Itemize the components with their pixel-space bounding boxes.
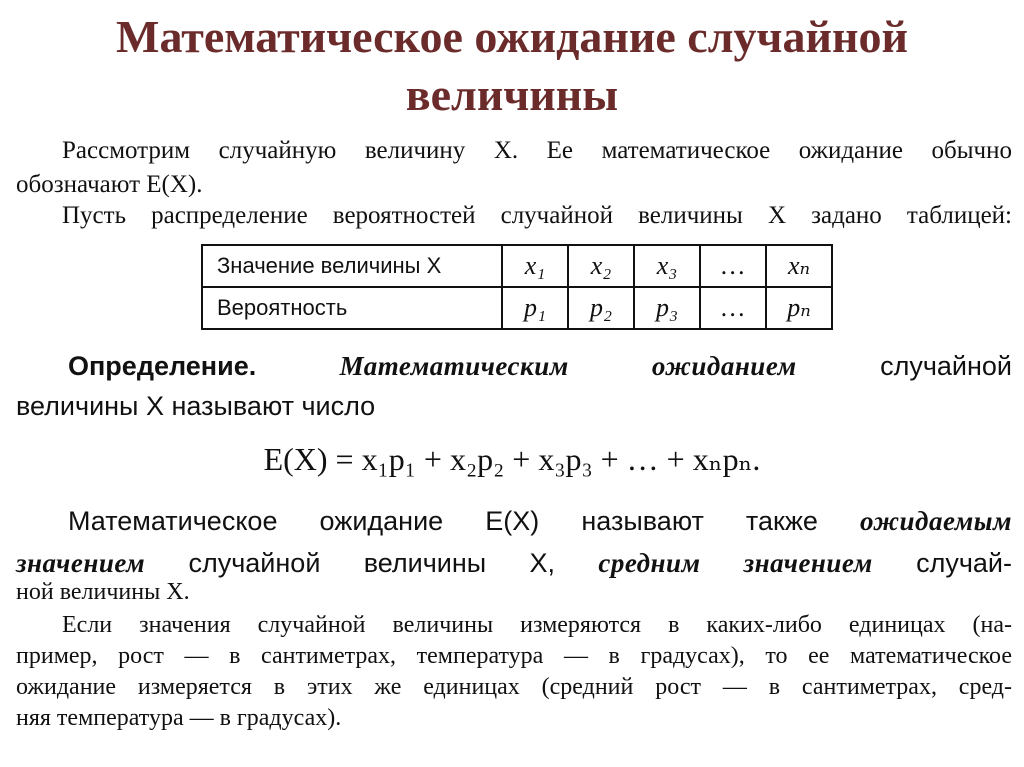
also-called-part-1: Математическое ожидание E(X) называют также (68, 506, 818, 536)
definition-line-1-rest: случайной (880, 351, 1012, 381)
table-cell: p₃ (634, 287, 700, 329)
intro-line-2: обозначают E(X). (16, 171, 203, 198)
table-cell: x₂ (568, 245, 634, 287)
expectation-formula: E(X) = x₁p₁ + x₂p₂ + x₃p₃ + … + xₙpₙ. (263, 441, 761, 477)
table-cell: xₙ (766, 245, 832, 287)
also-called-paragraph (16, 500, 1012, 584)
definition-paragraph (16, 346, 1012, 426)
units-line-1: Если значения случайной величины измеряются в каких-либо единицах (на- (62, 612, 1012, 638)
also-called-term-1: ожидаемым (860, 506, 1012, 536)
row-label-probability: Вероятность (202, 287, 502, 329)
title-line-1: Математическое ожидание случайной (116, 11, 908, 62)
table-cell: x₁ (502, 245, 568, 287)
units-paragraph (16, 610, 1012, 734)
definition-term: Математическим ожиданием (339, 351, 797, 381)
title-line-2: величины (405, 69, 619, 120)
table-cell: pₙ (766, 287, 832, 329)
table-row (202, 287, 832, 329)
definition-keyword: Определение. (68, 351, 257, 381)
intro-line-1: Рассмотрим случайную величину X. Ее математическое ожидание обычно (62, 137, 1012, 164)
intro-paragraph (16, 134, 1012, 202)
table-cell: … (700, 287, 766, 329)
also-called-part-3: случай- (916, 548, 1012, 578)
table-cell: p₂ (568, 287, 634, 329)
row-label-values: Значение величины X (202, 245, 502, 287)
distribution-intro-text: Пусть распределение вероятностей случайной величины X задано таблицей: (62, 202, 1012, 229)
distribution-intro (16, 201, 1012, 231)
units-line-2: пример, рост — в сантиметрах, температура — в градусах), то ее математическое (16, 643, 1012, 669)
table-cell: … (700, 245, 766, 287)
also-called-part-2: случайной величины X, (188, 548, 556, 578)
units-line-3: ожидание измеряется в этих же единицах (средний рост — в сантиметрах, сред- (16, 674, 1012, 700)
table-row (202, 245, 832, 287)
continuation-line: ной величины X. (16, 579, 190, 605)
units-line-4: няя температура — в градусах). (16, 705, 342, 731)
definition-line-2: величины X называют число (16, 391, 376, 421)
table-cell: x₃ (634, 245, 700, 287)
distribution-table (201, 244, 833, 330)
also-called-term-1b: значением (16, 548, 146, 578)
table-cell: p₁ (502, 287, 568, 329)
slide-title (0, 8, 1024, 124)
also-called-term-2: средним значением (598, 548, 873, 578)
